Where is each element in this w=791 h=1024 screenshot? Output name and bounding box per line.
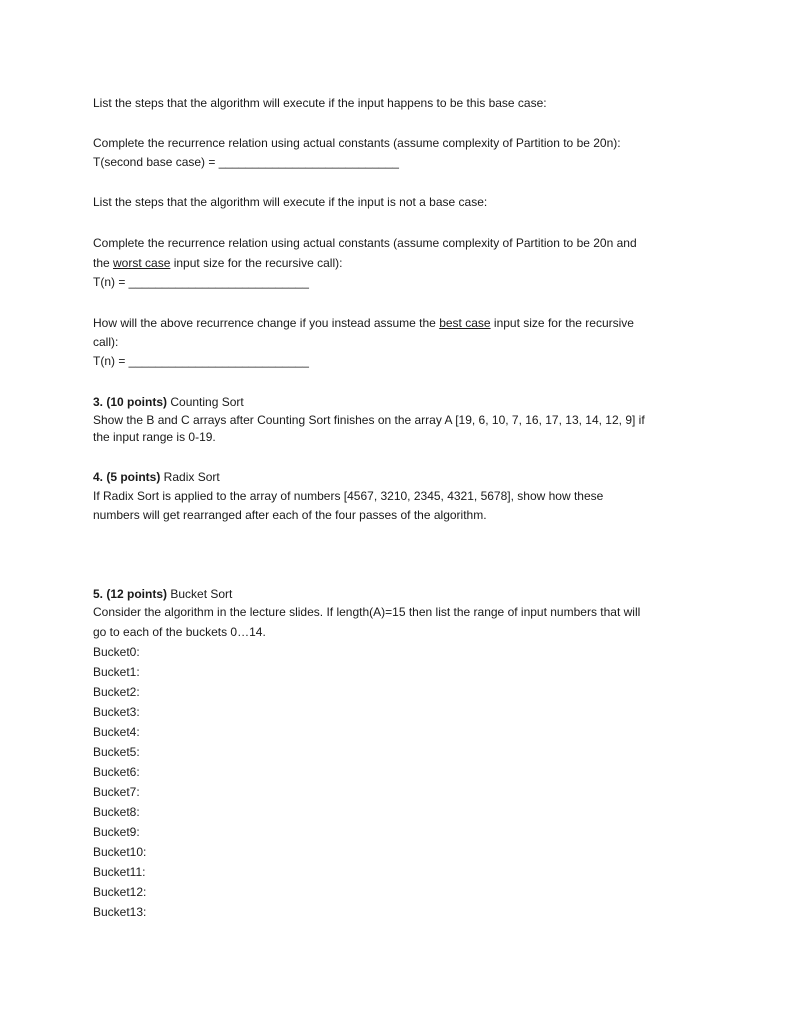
base-case-steps-prompt: List the steps that the algorithm will execute if the input happens to be this base case: bbox=[93, 96, 547, 110]
non-base-case-steps-prompt: List the steps that the algorithm will execute if the input is not a base case: bbox=[93, 195, 488, 209]
q3-title: Counting Sort bbox=[167, 395, 244, 409]
q3-line2: the input range is 0-19. bbox=[93, 430, 216, 444]
best-case-recurrence-line: T(n) = ___________________________ bbox=[93, 354, 309, 368]
bucket-label: Bucket7: bbox=[93, 785, 140, 799]
q4-line2: numbers will get rearranged after each of the four passes of the algorithm. bbox=[93, 508, 487, 522]
prompt-text: input size for the recursive bbox=[490, 316, 634, 330]
bucket-label: Bucket6: bbox=[93, 765, 140, 779]
q5-line1: Consider the algorithm in the lecture slides. If length(A)=15 then list the range of input numbers that will bbox=[93, 605, 641, 619]
best-case-term: best case bbox=[439, 316, 491, 330]
base-case-recurrence-line: T(second base case) = ___________________________ bbox=[93, 155, 399, 169]
prompt-text: the bbox=[93, 256, 114, 270]
bucket-label: Bucket13: bbox=[93, 905, 147, 919]
non-base-case-recurrence-prompt-line1: Complete the recurrence relation using actual constants (assume complexity of Partition to be 20n and bbox=[93, 236, 637, 250]
q3-heading bbox=[93, 395, 244, 409]
bucket-label: Bucket1: bbox=[93, 665, 140, 679]
bucket-label: Bucket8: bbox=[93, 805, 140, 819]
q5-points: 5. (12 points) bbox=[93, 587, 168, 601]
q4-line1: If Radix Sort is applied to the array of numbers [4567, 3210, 2345, 4321, 5678], show how these bbox=[93, 489, 604, 503]
q5-title: Bucket Sort bbox=[167, 587, 233, 601]
q3-line1: Show the B and C arrays after Counting Sort finishes on the array A [19, 6, 10, 7, 16, 17, 13, 14, 12, 9] if bbox=[93, 413, 645, 427]
q3-points: 3. (10 points) bbox=[93, 395, 168, 409]
worst-case-term: worst case bbox=[113, 256, 171, 270]
q4-title: Radix Sort bbox=[160, 470, 220, 484]
prompt-text: input size for the recursive call): bbox=[170, 256, 343, 270]
prompt-text: How will the above recurrence change if you instead assume the bbox=[93, 316, 440, 330]
bucket-label: Bucket11: bbox=[93, 865, 146, 879]
bucket-label: Bucket12: bbox=[93, 885, 147, 899]
q4-points: 4. (5 points) bbox=[93, 470, 161, 484]
q4-heading bbox=[93, 470, 220, 484]
q5-line2: go to each of the buckets 0…14. bbox=[93, 625, 266, 639]
non-base-case-recurrence-prompt-line2 bbox=[93, 256, 342, 270]
bucket-label: Bucket0: bbox=[93, 645, 140, 659]
base-case-recurrence-prompt: Complete the recurrence relation using actual constants (assume complexity of Partition to be 20n): bbox=[93, 136, 621, 150]
non-base-case-recurrence-line: T(n) = ___________________________ bbox=[93, 275, 309, 289]
bucket-label: Bucket10: bbox=[93, 845, 147, 859]
bucket-label: Bucket3: bbox=[93, 705, 140, 719]
bucket-label: Bucket5: bbox=[93, 745, 140, 759]
best-case-prompt-line1 bbox=[93, 316, 634, 330]
best-case-prompt-line2: call): bbox=[93, 335, 119, 349]
bucket-label: Bucket4: bbox=[93, 725, 140, 739]
q5-heading bbox=[93, 587, 232, 601]
bucket-label: Bucket9: bbox=[93, 825, 140, 839]
bucket-label: Bucket2: bbox=[93, 685, 140, 699]
